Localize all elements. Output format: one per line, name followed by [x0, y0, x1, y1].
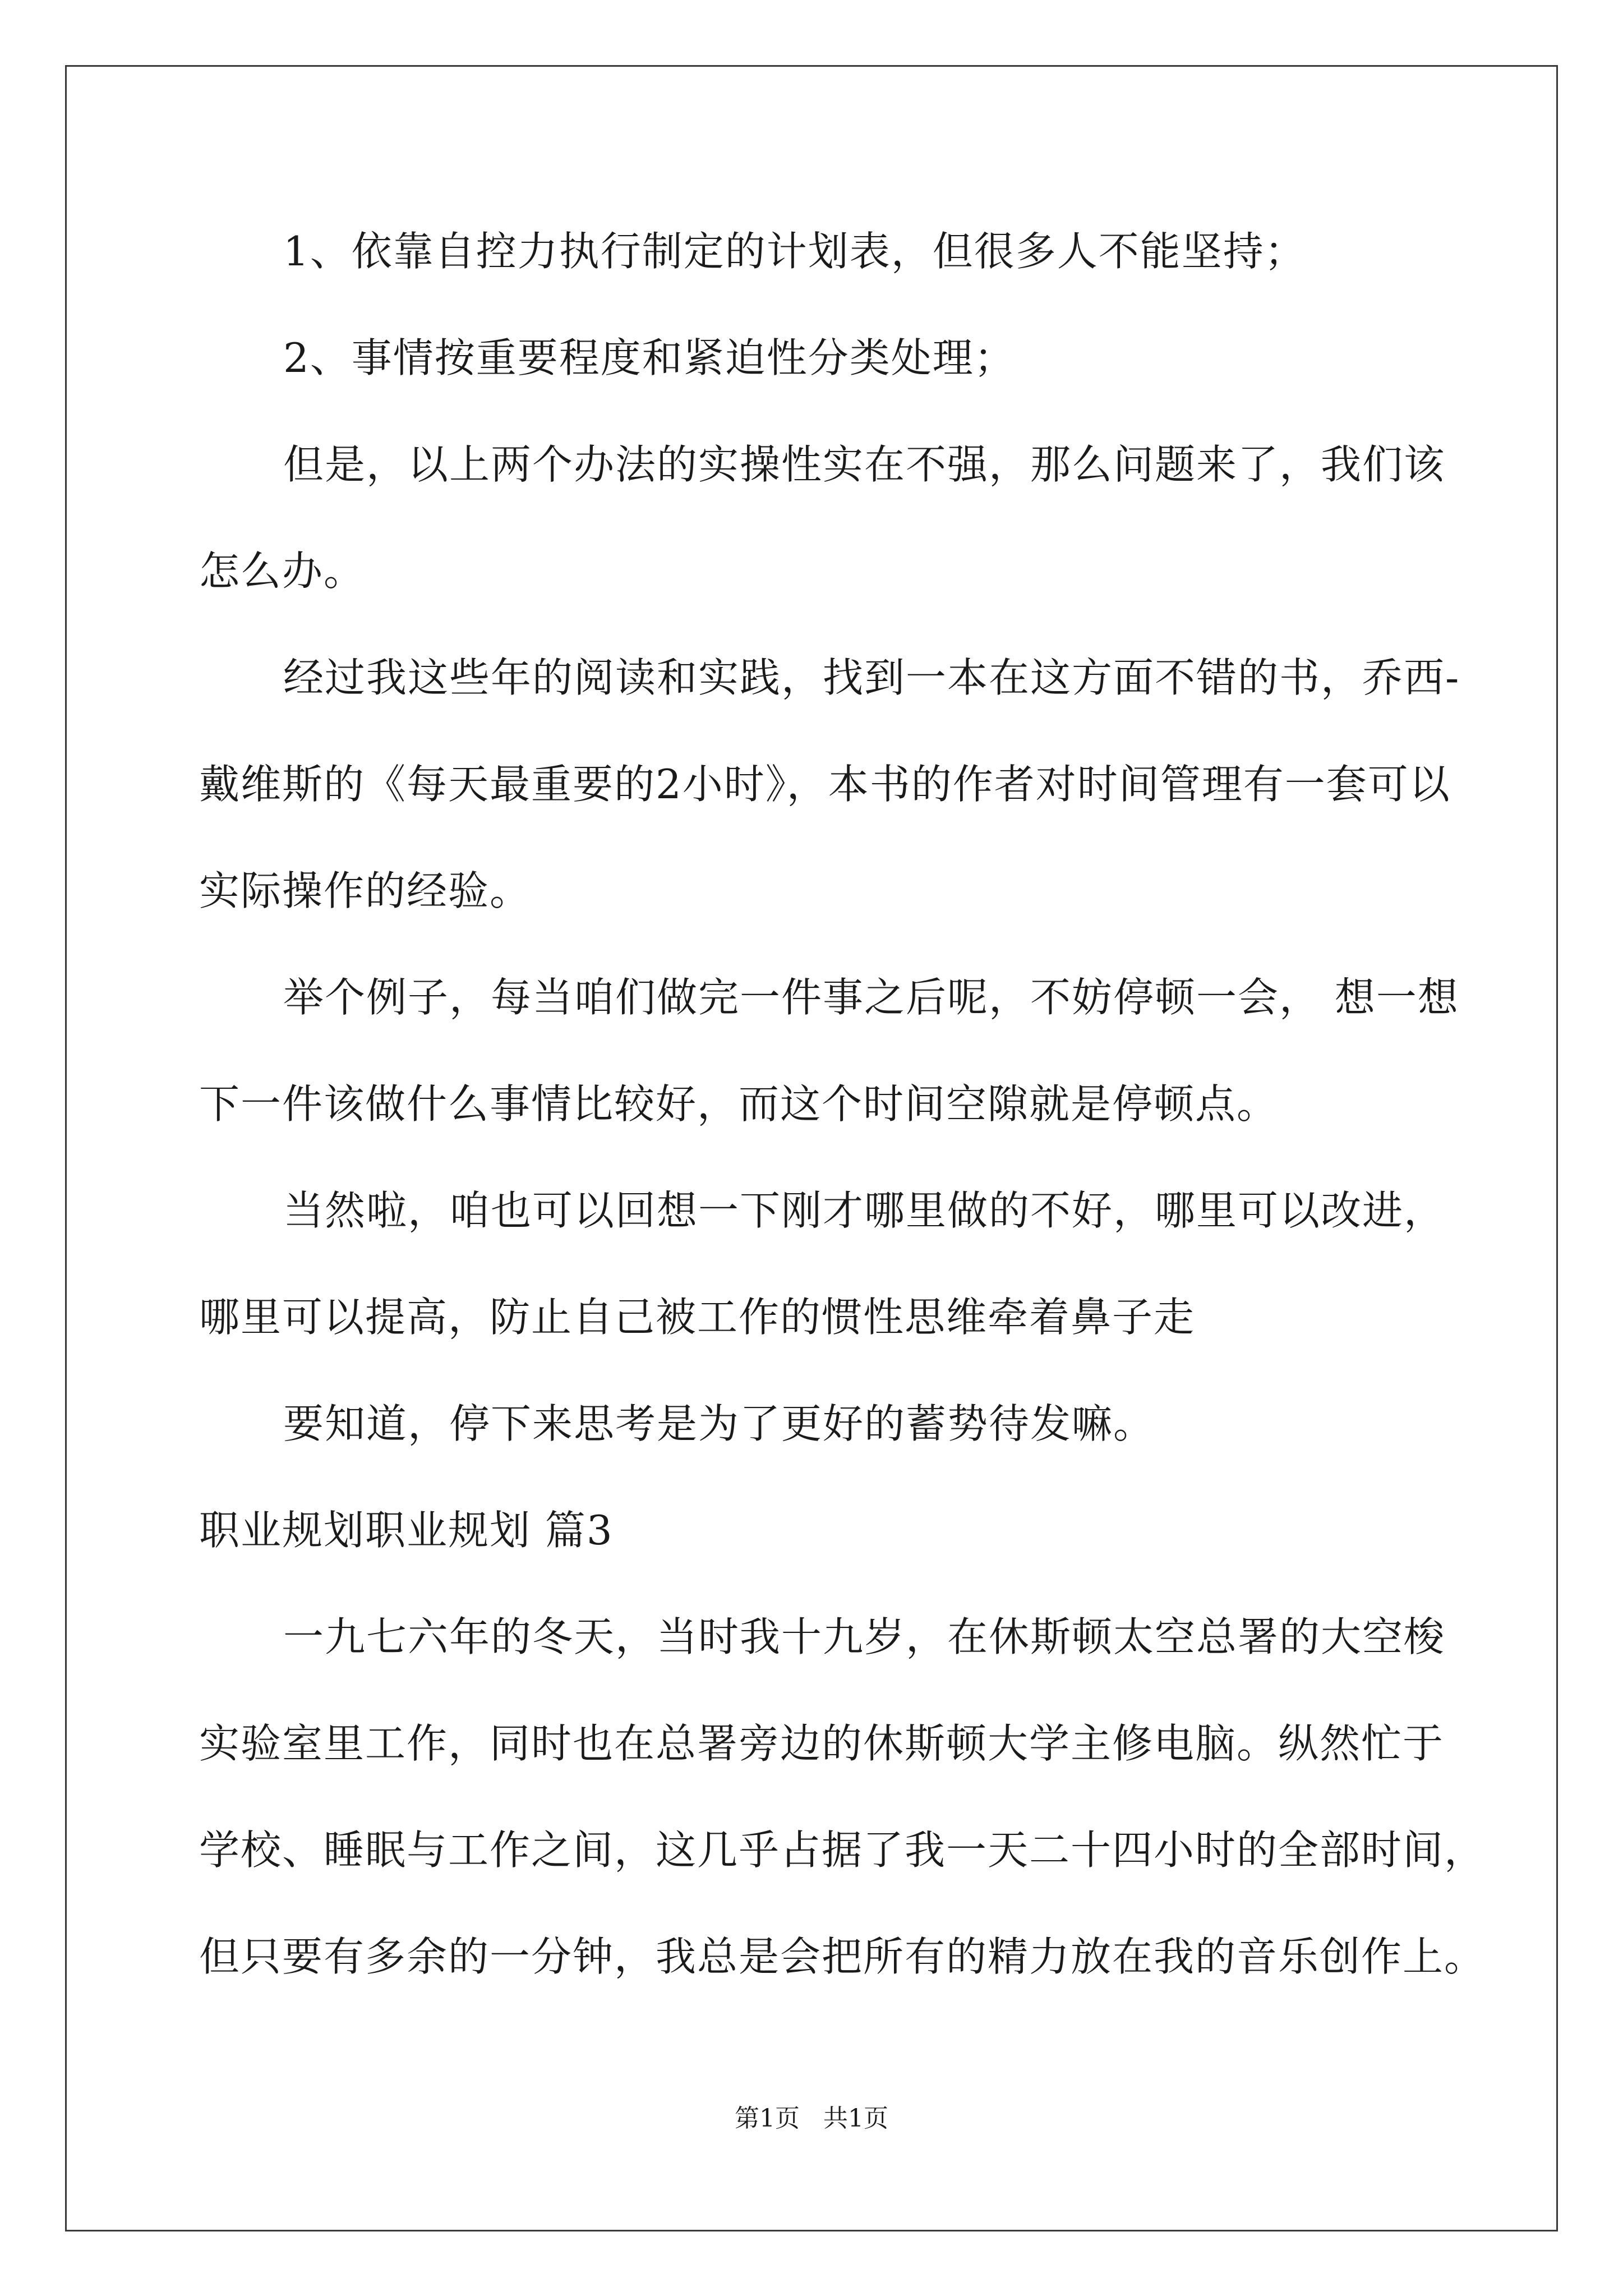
paragraph-line: 实验室里工作，同时也在总署旁边的休斯顿大学主修电脑。纵然忙于	[199, 1720, 1445, 1767]
paragraph-line: 经过我这些年的阅读和实践，找到一本在这方面不错的书，乔西-	[283, 654, 1460, 701]
paragraph-line: 一九七六年的冬天，当时我十九岁，在休斯顿太空总署的大空梭	[283, 1613, 1446, 1660]
paragraph-line: 戴维斯的《每天最重要的2小时》，本书的作者对时间管理有一套可以	[199, 761, 1451, 808]
paragraph-line: 学校、睡眠与工作之间，这几乎占据了我一天二十四小时的全部时间，	[199, 1826, 1486, 1874]
paragraph-line: 但只要有多余的一分钟，我总是会把所有的精力放在我的音乐创作上。	[199, 1933, 1486, 1980]
page-total: 共1页	[823, 2104, 888, 2133]
paragraph-line: 哪里可以提高，防止自己被工作的惯性思维牵着鼻子走	[199, 1294, 1196, 1341]
paragraph-line: 下一件该做什么事情比较好，而这个时间空隙就是停顿点。	[199, 1080, 1279, 1128]
paragraph-line: 举个例子，每当咱们做完一件事之后呢，不妨停顿一会， 想一想	[283, 974, 1459, 1021]
page-number: 第1页	[735, 2104, 800, 2133]
paragraph-line: 要知道，停下来思考是为了更好的蓄势待发嘛。	[283, 1400, 1155, 1447]
paragraph-line: 当然啦，咱也可以回想一下刚才哪里做的不好，哪里可以改进，	[283, 1187, 1446, 1234]
paragraph-line: 怎么办。	[199, 547, 366, 595]
page-border	[65, 65, 1558, 2231]
section-heading: 职业规划职业规划 篇3	[199, 1507, 614, 1554]
paragraph-line: 2、事情按重要程度和紧迫性分类处理；	[283, 334, 1016, 381]
paragraph-line: 1、依靠自控力执行制定的计划表，但很多人不能坚持；	[283, 228, 1306, 275]
paragraph-line: 实际操作的经验。	[199, 867, 532, 914]
paragraph-line: 但是，以上两个办法的实操性实在不强，那么问题来了，我们该	[283, 441, 1446, 488]
page-footer	[0, 2105, 1623, 2133]
